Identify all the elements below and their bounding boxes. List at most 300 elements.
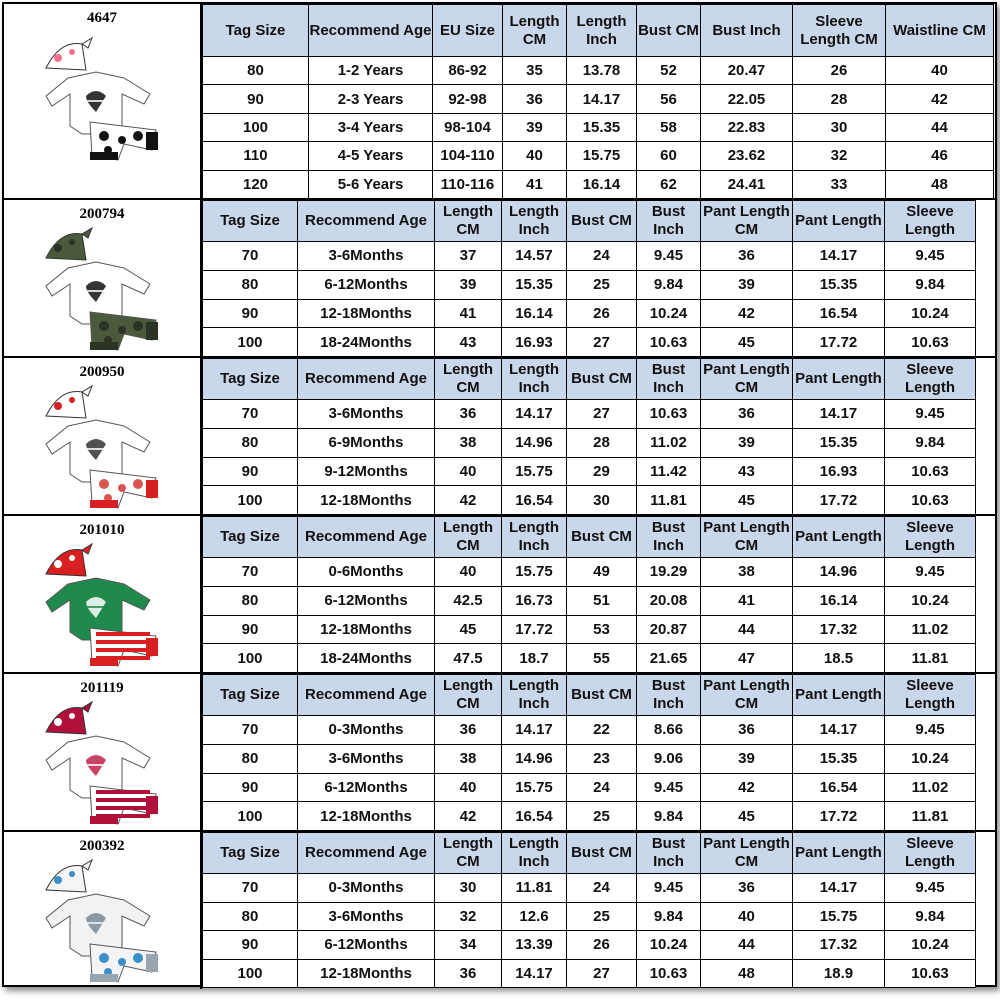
table-cell: 11.42 [637, 457, 701, 486]
table-cell: 36 [503, 85, 567, 113]
table-cell: 6-12Months [298, 773, 435, 802]
table-cell: 18-24Months [298, 328, 435, 357]
table-cell: 70 [203, 400, 298, 429]
table-row [203, 902, 976, 931]
table-cell: 17.72 [502, 615, 567, 644]
table-cell: 16.93 [502, 328, 567, 357]
table-cell: 16.14 [793, 586, 885, 615]
table-cell: 16.54 [793, 773, 885, 802]
table-cell: 15.35 [793, 270, 885, 299]
table-cell: 19.29 [637, 558, 701, 587]
table-cell: 51 [567, 586, 637, 615]
table-cell: 15.35 [793, 428, 885, 457]
table-cell: 100 [203, 644, 298, 673]
table-cell: 80 [203, 270, 298, 299]
table-cell: 24.41 [701, 170, 793, 198]
size-table [202, 674, 976, 831]
size-table [202, 200, 976, 357]
table-cell: 24 [567, 773, 637, 802]
table-cell: 36 [701, 874, 793, 903]
table-cell: 6-9Months [298, 428, 435, 457]
header-row [203, 833, 976, 874]
column-header: Recommend Age [298, 201, 435, 242]
column-header: Recommend Age [298, 359, 435, 400]
table-cell: 48 [886, 170, 994, 198]
table-cell: 14.17 [793, 242, 885, 271]
table-row [203, 457, 976, 486]
product-image [38, 540, 168, 675]
table-cell: 90 [203, 615, 298, 644]
table-row [203, 644, 976, 673]
table-cell: 36 [435, 959, 502, 988]
size-chart-sheet [2, 2, 997, 987]
table-cell: 18.5 [793, 644, 885, 673]
table-cell: 0-3Months [298, 716, 435, 745]
table-cell: 9.84 [885, 902, 976, 931]
column-header: Sleeve Length [885, 201, 976, 242]
table-row [203, 615, 976, 644]
table-cell: 16.14 [567, 170, 637, 198]
table-cell: 43 [435, 328, 502, 357]
column-header: Bust CM [567, 675, 637, 716]
table-cell: 32 [793, 142, 886, 170]
table-row [203, 931, 976, 960]
table-cell: 38 [435, 428, 502, 457]
product-code: 201119 [80, 680, 124, 696]
table-cell: 20.87 [637, 615, 701, 644]
pants-illustration [90, 944, 158, 982]
table-cell: 16.54 [793, 299, 885, 328]
table-cell: 11.02 [885, 615, 976, 644]
table-cell: 56 [637, 85, 701, 113]
table-cell: 70 [203, 558, 298, 587]
table-cell: 29 [567, 457, 637, 486]
table-cell: 43 [701, 457, 793, 486]
table-cell: 10.63 [637, 328, 701, 357]
table-cell: 10.63 [637, 400, 701, 429]
table-cell: 12-18Months [298, 802, 435, 831]
column-header: Tag Size [203, 359, 298, 400]
table-cell: 9.06 [637, 744, 701, 773]
product-cell [4, 200, 202, 356]
column-header: Recommend Age [298, 833, 435, 874]
table-cell: 28 [567, 428, 637, 457]
column-header: Length CM [435, 517, 502, 558]
table-cell: 10.24 [637, 299, 701, 328]
table-cell: 12-18Months [298, 486, 435, 515]
table-cell: 25 [567, 902, 637, 931]
table-cell: 27 [567, 328, 637, 357]
hat-illustration [46, 860, 92, 892]
table-row [203, 57, 994, 85]
table-cell: 26 [793, 57, 886, 85]
column-header: Length Inch [502, 833, 567, 874]
table-cell: 98-104 [433, 113, 503, 141]
table-cell: 15.75 [793, 902, 885, 931]
table-cell: 9.45 [637, 773, 701, 802]
table-cell: 42 [701, 773, 793, 802]
table-cell: 10.63 [885, 959, 976, 988]
table-cell: 86-92 [433, 57, 503, 85]
column-header: Length Inch [502, 675, 567, 716]
table-cell: 24 [567, 874, 637, 903]
table-cell: 40 [435, 457, 502, 486]
table-cell: 42 [701, 299, 793, 328]
table-cell: 9.45 [885, 716, 976, 745]
table-cell: 16.54 [502, 802, 567, 831]
table-cell: 90 [203, 457, 298, 486]
table-cell: 36 [435, 716, 502, 745]
table-row [203, 142, 994, 170]
table-cell: 10.24 [885, 299, 976, 328]
table-cell: 9.45 [885, 874, 976, 903]
table-cell: 37 [435, 242, 502, 271]
table-cell: 11.81 [885, 644, 976, 673]
table-cell: 49 [567, 558, 637, 587]
column-header: Length CM [435, 833, 502, 874]
product-cell [4, 516, 202, 672]
table-cell: 110 [203, 142, 309, 170]
product-code: 200950 [79, 364, 125, 380]
column-header: Bust CM [567, 517, 637, 558]
table-cell: 10.24 [885, 931, 976, 960]
table-cell: 53 [567, 615, 637, 644]
table-cell: 39 [435, 270, 502, 299]
column-header: Sleeve Length CM [793, 5, 886, 57]
table-cell: 17.72 [793, 486, 885, 515]
table-row [203, 299, 976, 328]
table-cell: 14.17 [793, 874, 885, 903]
table-cell: 6-12Months [298, 586, 435, 615]
table-cell: 14.17 [567, 85, 637, 113]
column-header: Pant Length [793, 517, 885, 558]
table-cell: 21.65 [637, 644, 701, 673]
table-cell: 36 [701, 400, 793, 429]
table-cell: 47.5 [435, 644, 502, 673]
table-cell: 34 [435, 931, 502, 960]
table-cell: 120 [203, 170, 309, 198]
column-header: Length CM [435, 201, 502, 242]
pants-illustration [90, 628, 158, 666]
table-cell: 4-5 Years [309, 142, 433, 170]
table-cell: 16.14 [502, 299, 567, 328]
table-cell: 27 [567, 959, 637, 988]
table-cell: 18-24Months [298, 644, 435, 673]
table-cell: 41 [701, 586, 793, 615]
table-cell: 10.24 [885, 586, 976, 615]
table-cell: 60 [637, 142, 701, 170]
column-header: Length Inch [502, 359, 567, 400]
size-chart-block [4, 516, 995, 674]
table-cell: 100 [203, 328, 298, 357]
table-row [203, 328, 976, 357]
table-cell: 80 [203, 744, 298, 773]
size-chart-block [4, 832, 995, 989]
product-image [38, 698, 168, 833]
table-cell: 20.08 [637, 586, 701, 615]
column-header: Bust CM [567, 201, 637, 242]
table-cell: 100 [203, 113, 309, 141]
column-header: Length CM [435, 359, 502, 400]
product-cell [4, 358, 202, 514]
table-cell: 90 [203, 773, 298, 802]
table-cell: 25 [567, 802, 637, 831]
table-cell: 80 [203, 586, 298, 615]
column-header: Bust Inch [637, 517, 701, 558]
table-cell: 100 [203, 802, 298, 831]
table-cell: 30 [567, 486, 637, 515]
size-table [202, 832, 976, 988]
header-row [203, 359, 976, 400]
table-cell: 14.57 [502, 242, 567, 271]
table-cell: 15.75 [502, 457, 567, 486]
table-cell: 42 [435, 802, 502, 831]
column-header: Pant Length CM [701, 833, 793, 874]
table-cell: 8.66 [637, 716, 701, 745]
column-header: Length Inch [567, 5, 637, 57]
size-chart-block [4, 674, 995, 832]
column-header: Bust Inch [701, 5, 793, 57]
column-header: Pant Length CM [701, 201, 793, 242]
table-cell: 12-18Months [298, 299, 435, 328]
table-cell: 42 [886, 85, 994, 113]
table-cell: 39 [503, 113, 567, 141]
table-cell: 17.32 [793, 615, 885, 644]
table-cell: 44 [701, 931, 793, 960]
table-cell: 52 [637, 57, 701, 85]
table-cell: 16.93 [793, 457, 885, 486]
table-cell: 12-18Months [298, 959, 435, 988]
table-cell: 0-6Months [298, 558, 435, 587]
table-cell: 2-3 Years [309, 85, 433, 113]
table-cell: 62 [637, 170, 701, 198]
table-cell: 45 [701, 328, 793, 357]
table-cell: 42 [435, 486, 502, 515]
column-header: Pant Length [793, 359, 885, 400]
table-cell: 40 [435, 773, 502, 802]
table-cell: 14.17 [502, 716, 567, 745]
table-cell: 9.45 [637, 874, 701, 903]
table-cell: 38 [701, 558, 793, 587]
table-cell: 9.84 [885, 270, 976, 299]
table-row [203, 113, 994, 141]
size-table [202, 358, 976, 515]
product-cell [4, 674, 202, 830]
table-cell: 13.39 [502, 931, 567, 960]
product-code: 200794 [79, 206, 125, 222]
table-cell: 9.45 [885, 558, 976, 587]
product-image [38, 856, 168, 991]
table-cell: 5-6 Years [309, 170, 433, 198]
table-cell: 90 [203, 85, 309, 113]
column-header: Waistline CM [886, 5, 994, 57]
table-cell: 39 [701, 270, 793, 299]
table-cell: 6-12Months [298, 931, 435, 960]
table-cell: 13.78 [567, 57, 637, 85]
table-cell: 30 [435, 874, 502, 903]
product-code: 200392 [79, 838, 125, 854]
table-cell: 3-6Months [298, 902, 435, 931]
column-header: Pant Length [793, 675, 885, 716]
table-cell: 70 [203, 716, 298, 745]
table-cell: 14.96 [793, 558, 885, 587]
table-cell: 36 [701, 242, 793, 271]
table-row [203, 400, 976, 429]
table-cell: 3-6Months [298, 242, 435, 271]
column-header: Sleeve Length [885, 833, 976, 874]
table-cell: 55 [567, 644, 637, 673]
table-cell: 9.45 [637, 242, 701, 271]
table-cell: 33 [793, 170, 886, 198]
table-cell: 44 [701, 615, 793, 644]
size-table [202, 4, 994, 199]
table-cell: 15.75 [502, 558, 567, 587]
column-header: Length Inch [502, 517, 567, 558]
table-cell: 14.17 [793, 400, 885, 429]
column-header: Length Inch [502, 201, 567, 242]
column-header: EU Size [433, 5, 503, 57]
product-cell [4, 832, 202, 989]
table-cell: 39 [701, 744, 793, 773]
table-cell: 3-6Months [298, 400, 435, 429]
table-cell: 90 [203, 931, 298, 960]
table-cell: 9.45 [885, 400, 976, 429]
table-cell: 28 [793, 85, 886, 113]
table-cell: 15.35 [502, 270, 567, 299]
table-cell: 15.35 [567, 113, 637, 141]
table-cell: 92-98 [433, 85, 503, 113]
table-cell: 40 [886, 57, 994, 85]
table-row [203, 586, 976, 615]
table-cell: 18.7 [502, 644, 567, 673]
table-cell: 36 [701, 716, 793, 745]
product-code: 4647 [87, 10, 117, 26]
table-row [203, 270, 976, 299]
table-cell: 9.84 [885, 428, 976, 457]
table-cell: 36 [435, 400, 502, 429]
column-header: Bust CM [567, 833, 637, 874]
table-cell: 11.02 [885, 773, 976, 802]
table-cell: 15.35 [793, 744, 885, 773]
column-header: Sleeve Length [885, 517, 976, 558]
table-row [203, 170, 994, 198]
table-row [203, 773, 976, 802]
hat-illustration [46, 38, 92, 70]
table-row [203, 242, 976, 271]
column-header: Tag Size [203, 201, 298, 242]
header-row [203, 201, 976, 242]
table-cell: 22.05 [701, 85, 793, 113]
table-row [203, 486, 976, 515]
table-cell: 3-6Months [298, 744, 435, 773]
table-cell: 41 [435, 299, 502, 328]
pants-illustration [90, 470, 158, 508]
column-header: Pant Length [793, 833, 885, 874]
product-image [38, 382, 168, 517]
table-cell: 1-2 Years [309, 57, 433, 85]
table-cell: 9.84 [637, 802, 701, 831]
table-row [203, 716, 976, 745]
table-row [203, 802, 976, 831]
table-row [203, 558, 976, 587]
table-cell: 9.84 [637, 902, 701, 931]
product-code: 201010 [79, 522, 125, 538]
column-header: Bust CM [567, 359, 637, 400]
table-cell: 22.83 [701, 113, 793, 141]
table-row [203, 959, 976, 988]
table-cell: 32 [435, 902, 502, 931]
table-cell: 70 [203, 242, 298, 271]
table-cell: 17.72 [793, 328, 885, 357]
table-cell: 17.32 [793, 931, 885, 960]
table-cell: 100 [203, 486, 298, 515]
table-cell: 24 [567, 242, 637, 271]
table-cell: 16.73 [502, 586, 567, 615]
table-cell: 15.75 [567, 142, 637, 170]
table-cell: 27 [567, 400, 637, 429]
size-chart-block [4, 4, 995, 200]
table-cell: 38 [435, 744, 502, 773]
table-cell: 23.62 [701, 142, 793, 170]
column-header: Length CM [435, 675, 502, 716]
table-cell: 100 [203, 959, 298, 988]
table-cell: 11.81 [637, 486, 701, 515]
table-cell: 14.96 [502, 744, 567, 773]
table-cell: 14.96 [502, 428, 567, 457]
column-header: Bust CM [637, 5, 701, 57]
table-cell: 10.63 [885, 486, 976, 515]
table-cell: 15.75 [502, 773, 567, 802]
table-cell: 26 [567, 931, 637, 960]
table-row [203, 428, 976, 457]
table-cell: 45 [701, 802, 793, 831]
table-cell: 23 [567, 744, 637, 773]
table-cell: 11.81 [885, 802, 976, 831]
table-cell: 11.02 [637, 428, 701, 457]
table-cell: 41 [503, 170, 567, 198]
table-cell: 10.63 [637, 959, 701, 988]
column-header: Bust Inch [637, 201, 701, 242]
table-cell: 44 [886, 113, 994, 141]
table-row [203, 874, 976, 903]
table-row [203, 85, 994, 113]
column-header: Tag Size [203, 833, 298, 874]
table-cell: 18.9 [793, 959, 885, 988]
table-cell: 20.47 [701, 57, 793, 85]
column-header: Length CM [503, 5, 567, 57]
column-header: Recommend Age [298, 517, 435, 558]
product-image [38, 224, 168, 359]
column-header: Tag Size [203, 675, 298, 716]
table-cell: 17.72 [793, 802, 885, 831]
table-row [203, 744, 976, 773]
table-cell: 14.17 [502, 400, 567, 429]
hat-illustration [46, 544, 92, 576]
table-cell: 80 [203, 902, 298, 931]
product-cell [4, 4, 202, 198]
pants-illustration [90, 312, 158, 350]
table-cell: 80 [203, 428, 298, 457]
table-cell: 80 [203, 57, 309, 85]
table-cell: 110-116 [433, 170, 503, 198]
table-cell: 10.24 [885, 744, 976, 773]
header-row [203, 675, 976, 716]
table-cell: 9-12Months [298, 457, 435, 486]
column-header: Tag Size [203, 5, 309, 57]
table-cell: 70 [203, 874, 298, 903]
column-header: Bust Inch [637, 833, 701, 874]
table-cell: 45 [701, 486, 793, 515]
